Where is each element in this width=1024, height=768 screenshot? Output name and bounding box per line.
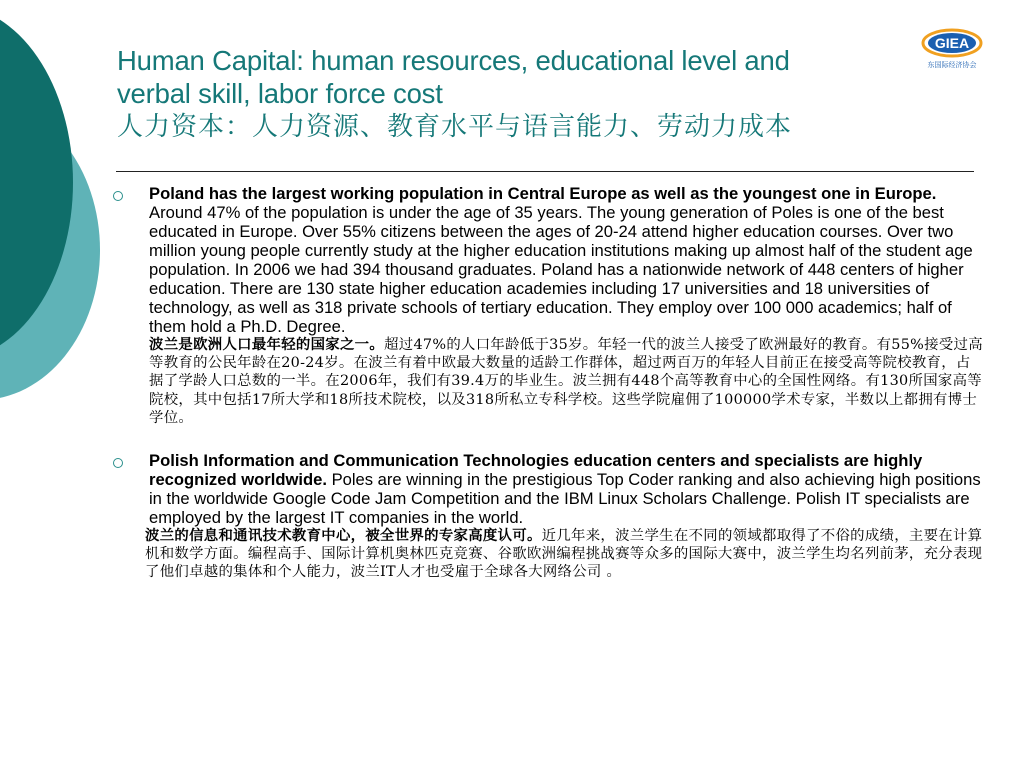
circle-bullet-icon [113, 191, 123, 201]
bullet-chinese-bold: 波兰是欧洲人口最年轻的国家之一。 [149, 337, 385, 353]
bullet-english-body: Around 47% of the population is under the age of 35 years. The young generation of Poles is one of the best educated in Europe. Over 55% citizens between the ages of 20-24 attend higher education courses. Over two million young people currently study at the higher education institutions making up almost half of the student age population. In 2006 we had 394 thousand graduates. Poland has a nationwide network of 448 centers of higher education. There are 130 state higher education academies including 17 universities and 18 universities of technology, as well as 318 private schools of tertiary education. They employ over 100 000 academics; half of them hold a Ph.D. Degree. [149, 203, 973, 336]
bullet-item-workforce [110, 184, 985, 427]
bullet-english-body: Poles are winning in the prestigious Top Coder ranking and also achieving high positions in the worldwide Google Code Jam Competition and the IBM Linux Scholars Challenge. Polish IT specialists are employed by the largest IT companies in the world. [149, 470, 981, 528]
bullet-item-ict [110, 451, 985, 582]
title-line-1: Human Capital: human resources, educational level and [117, 45, 790, 76]
bullet-english-bold: Polish Information and Communication Technologies education centers and specialists are highly recognized worldwide. [149, 451, 923, 490]
bullet-chinese-body: 超过47%的人口年龄低于35岁。年轻一代的波兰人接受了欧洲最好的教育。有55%接受过高等教育的公民年龄在20-24岁。在波兰有着中欧最大数量的适龄工作群体，超过两百万的年轻人目前正在接受高等院校教育，占据了学龄人口总数的一半。在2006年，我们有39.4万的毕业生。波兰拥有448个高等教育中心的全国性网络。有130所国家高等院校，其中包括17所大学和18所技术院校，以及318所私立专科学校。这些学院雇佣了100000学术专家，半数以上都拥有博士学位。 [149, 337, 983, 426]
bullet-chinese-body: 近几年来，波兰学生在不同的领域都取得了不俗的成绩，主要在计算机和数学方面。编程高手、国际计算机奥林匹克竞赛、谷歌欧洲编程挑战赛等众多的国际大赛中，波兰学生均名列前茅，充分表现了他们卓越的集体和个人能力，波兰IT人才也受雇于全球各大网络公司 。 [145, 528, 983, 581]
bullet-english-text [149, 451, 985, 527]
bullet-chinese-bold: 波兰的信息和通讯技术教育中心，被全世界的专家高度认可。 [145, 528, 542, 545]
bullet-english-text [149, 184, 985, 336]
slide-body [110, 184, 985, 582]
title-line-2: verbal skill, labor force cost [117, 78, 443, 109]
circle-bullet-icon [113, 458, 123, 468]
logo-text: GIEA [934, 35, 970, 51]
slide-title [117, 44, 947, 144]
bullet-chinese-text [149, 336, 985, 427]
title-divider [116, 171, 974, 172]
bullet-chinese-text [145, 527, 985, 582]
bullet-english-bold: Poland has the largest working population in Central Europe as well as the youngest one in Europe. [149, 184, 937, 203]
title-line-chinese: 人力资本：人力资源、教育水平与语言能力、劳动力成本 [117, 112, 793, 142]
logo-subtitle: 东国际经济协会 [927, 61, 977, 69]
